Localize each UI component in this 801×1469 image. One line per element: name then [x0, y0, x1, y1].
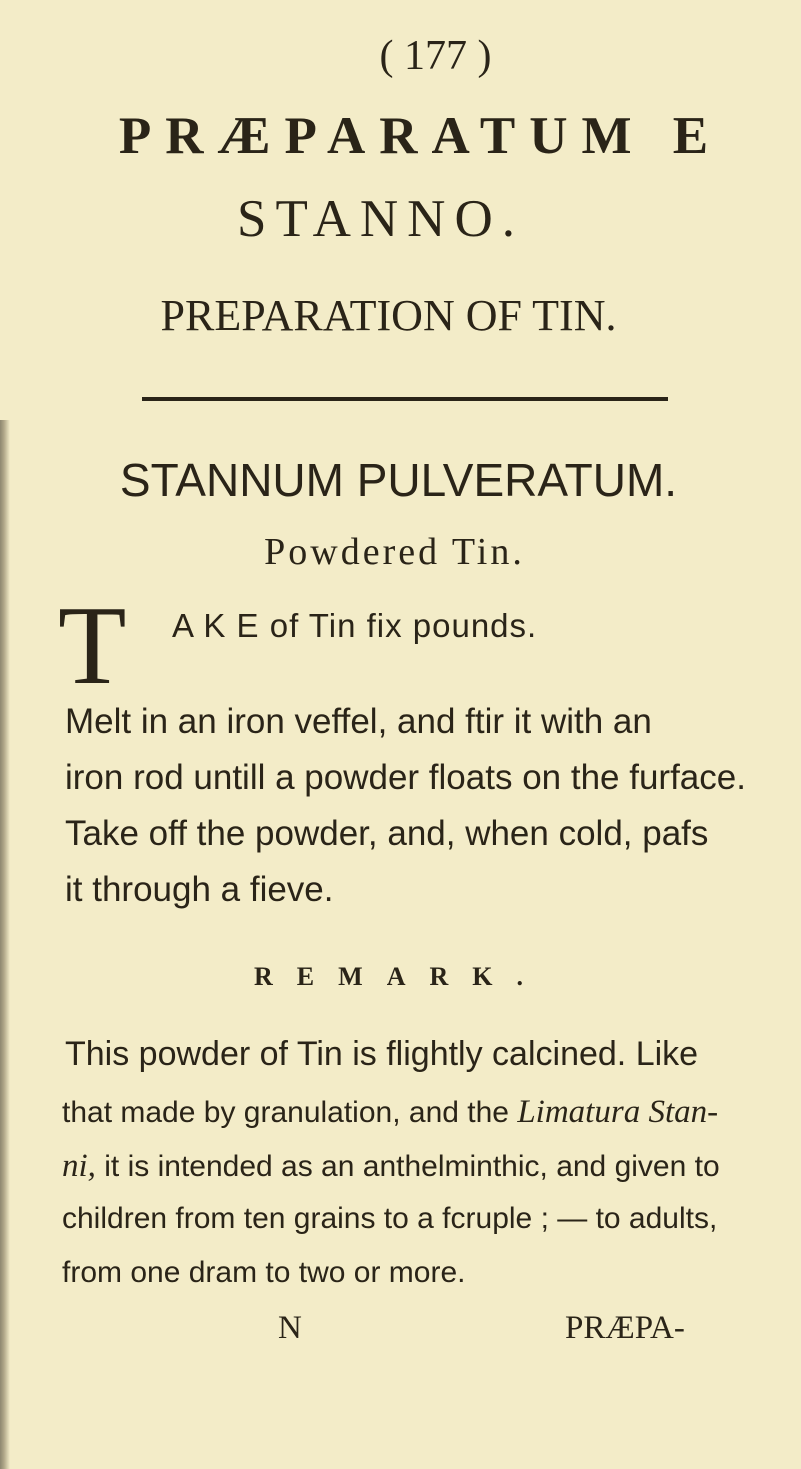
subtitle: PREPARATION OF TIN. [160, 291, 617, 340]
recipe-line-3: iron rod untill a powder floats on the furface. [65, 758, 746, 797]
remark-line-3 [62, 1148, 720, 1185]
recipe-line-2: Melt in an iron veffel, and ftir it with an [65, 702, 652, 741]
title-line-2: STANNO. [237, 190, 524, 248]
section-subheading: Powdered Tin. [264, 531, 525, 573]
signature-mark: N [278, 1310, 302, 1346]
recipe-line-1: A K E of Tin fix pounds. [172, 607, 538, 644]
remark-line-5: from one dram to two or more. [62, 1256, 466, 1289]
drop-cap: T [58, 584, 127, 708]
remark-heading: REMARK. [254, 962, 547, 991]
remark-line-2 [62, 1094, 718, 1131]
recipe-line-4: Take off the powder, and, when cold, pafs [65, 814, 709, 853]
remark-line-2-italic: Limatura Stan- [517, 1094, 719, 1130]
catchword: PRÆPA- [565, 1310, 685, 1346]
page-number: ( 177 ) [379, 33, 492, 79]
remark-line-4: children from ten grains to a fcruple ; — to adults, [62, 1202, 718, 1235]
section-heading: STANNUM PULVERATUM. [119, 454, 678, 506]
recipe-line-5: it through a fieve. [65, 870, 334, 909]
remark-line-3-italic: ni, [62, 1148, 96, 1184]
page-binding-edge [0, 420, 10, 1469]
remark-line-2-text: that made by granulation, and the [62, 1096, 518, 1129]
horizontal-rule [142, 397, 668, 401]
title-line-1: PRÆPARATUM E [118, 107, 723, 165]
remark-line-3-text: it is intended as an anthelminthic, and given to [95, 1150, 720, 1183]
remark-line-1: This powder of Tin is flightly calcined. Like [65, 1035, 699, 1073]
